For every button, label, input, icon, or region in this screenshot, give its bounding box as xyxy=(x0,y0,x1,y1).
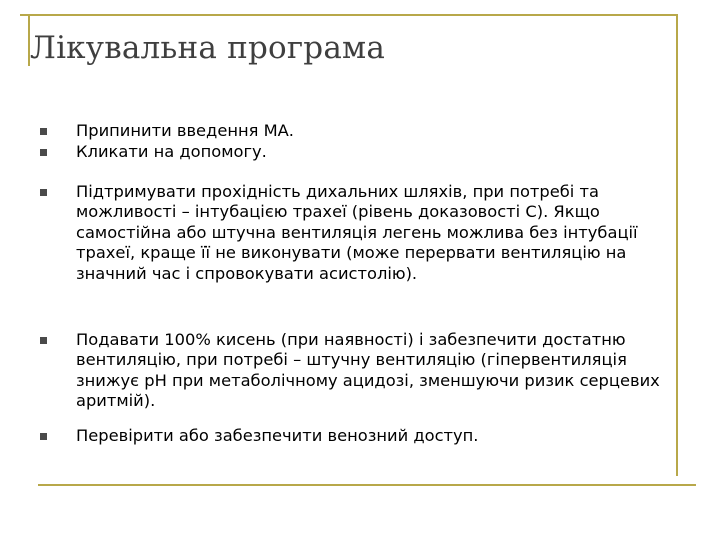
frame-right-line xyxy=(676,14,678,476)
slide-title: Лікувальна програма xyxy=(30,30,386,66)
bullet-text: Перевірити або забезпечити венозний доступ. xyxy=(76,426,479,445)
bullet-item-stop-ma xyxy=(76,121,676,141)
bullet-text: Підтримувати прохідність дихальних шляхів, при потребі та можливості – інтубацією трахеї (рівень доказовості С). Якщо самостійна або штучна вентиляція легень можлива без інтубації трахеї, краще її не виконувати (може перервати вентиляцію на значний час і спровокувати асистолію). xyxy=(76,182,638,283)
bullet-text: Припинити введення МА. xyxy=(76,121,294,140)
frame-top-line xyxy=(20,14,678,16)
square-bullet-icon xyxy=(40,128,47,135)
bullet-text: Подавати 100% кисень (при наявності) і забезпечити достатню вентиляцію, при потребі – штучну вентиляцію (гіпервентиляція знижує рН при метаболічному ацидозі, зменшуючи ризик серцевих аритмій). xyxy=(76,330,660,411)
bullet-item-oxygen xyxy=(76,330,676,412)
bullet-item-airway xyxy=(76,182,676,284)
bullet-text: Кликати на допомогу. xyxy=(76,142,267,161)
square-bullet-icon xyxy=(40,189,47,196)
bullet-item-call-help xyxy=(76,142,676,162)
square-bullet-icon xyxy=(40,149,47,156)
square-bullet-icon xyxy=(40,433,47,440)
bullet-item-venous-access xyxy=(76,426,676,446)
frame-bottom-line xyxy=(38,484,696,486)
square-bullet-icon xyxy=(40,337,47,344)
